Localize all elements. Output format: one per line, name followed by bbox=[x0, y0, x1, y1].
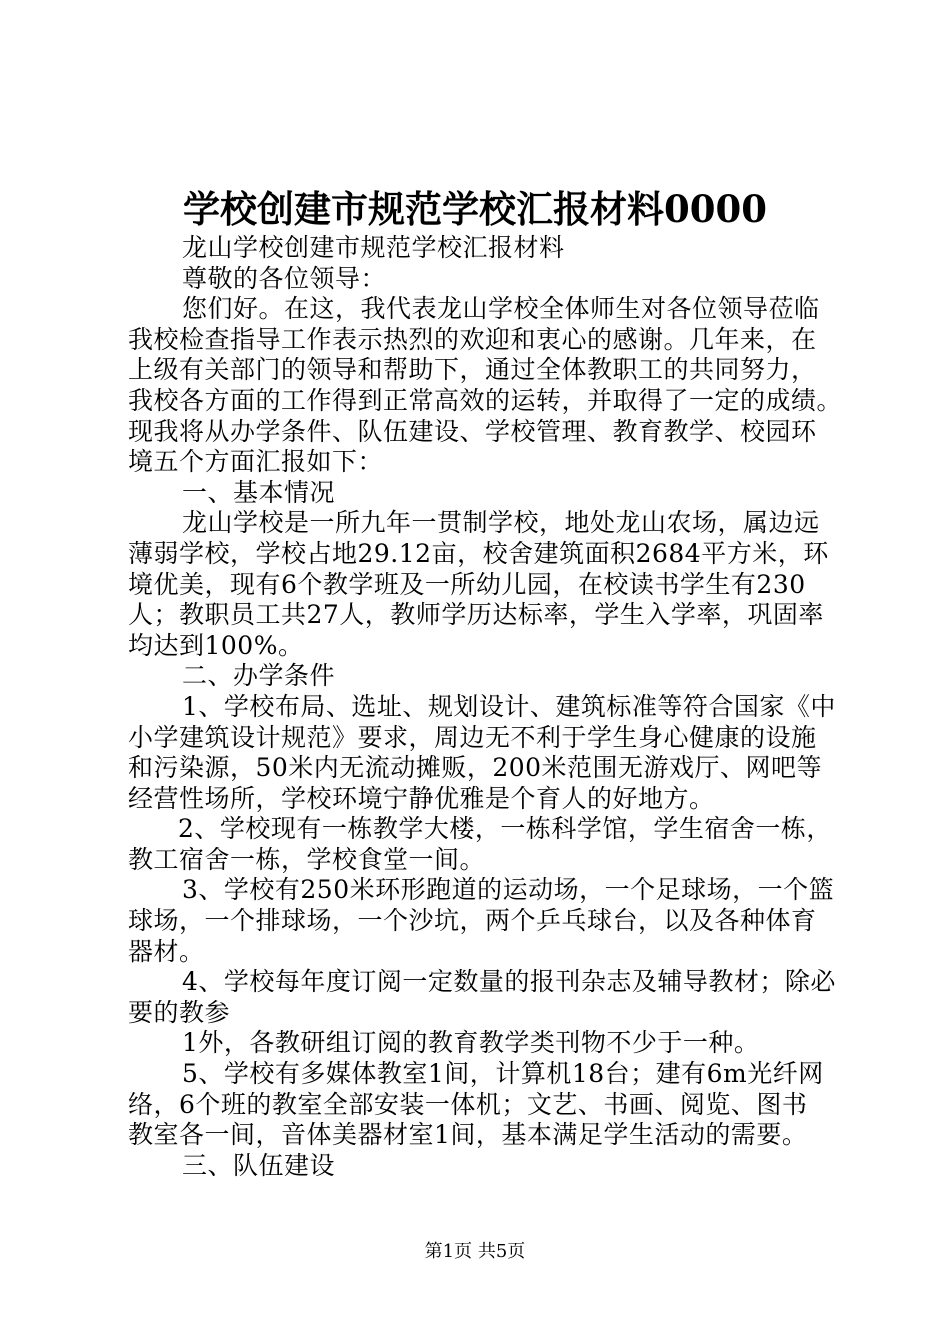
body-line: 和污染源，50米内无流动摊贩，200米范围无游戏厅、网吧等 bbox=[128, 753, 823, 783]
page-footer: 第1页 共5页 bbox=[424, 1241, 526, 1262]
body-line: 教工宿舍一栋，学校食堂一间。 bbox=[128, 844, 486, 874]
body-line: 要的教参 bbox=[128, 997, 231, 1027]
document-title: 学校创建市规范学校汇报材料0000 bbox=[183, 187, 767, 231]
body-line: 境优美，现有6个教学班及一所幼儿园，在校读书学生有230 bbox=[128, 569, 806, 599]
document-body bbox=[128, 233, 843, 1181]
body-line: 上级有关部门的领导和帮助下，通过全体教职工的共同努力， bbox=[128, 355, 817, 385]
body-line: 5、学校有多媒体教室1间，计算机18台；建有6m光纤网 bbox=[182, 1059, 824, 1089]
body-line: 二、办学条件 bbox=[182, 661, 336, 691]
body-line: 络，6个班的教室全部安装一体机；文艺、书画、阅览、图书 bbox=[128, 1089, 808, 1119]
body-line: 龙山学校创建市规范学校汇报材料 bbox=[182, 233, 565, 262]
body-line: 现我将从办学条件、队伍建设、学校管理、教育教学、校园环 bbox=[128, 416, 817, 446]
body-line: 我校各方面的工作得到正常高效的运转，并取得了一定的成绩。 bbox=[128, 385, 843, 415]
body-line: 薄弱学校，学校占地29.12亩，校舍建筑面积2684平方米，环 bbox=[128, 538, 829, 568]
body-line: 经营性场所，学校环境宁静优雅是个育人的好地方。 bbox=[128, 783, 715, 813]
body-line: 球场，一个排球场，一个沙坑，两个乒乓球台，以及各种体育 bbox=[128, 906, 817, 936]
body-line: 2、学校现有一栋教学大楼，一栋科学馆，学生宿舍一栋， bbox=[178, 814, 832, 844]
body-line: 小学建筑设计规范》要求，周边无不利于学生身心健康的设施 bbox=[128, 722, 817, 752]
body-line: 我校检查指导工作表示热烈的欢迎和衷心的感谢。几年来，在 bbox=[128, 324, 817, 354]
body-line: 教室各一间，音体美器材室1间，基本满足学生活动的需要。 bbox=[128, 1120, 808, 1150]
body-line: 4、学校每年度订阅一定数量的报刊杂志及辅导教材；除必 bbox=[182, 967, 836, 997]
body-line: 您们好。在这，我代表龙山学校全体师生对各位领导莅临 bbox=[182, 294, 820, 324]
body-line: 一、基本情况 bbox=[182, 477, 336, 507]
body-line: 三、队伍建设 bbox=[182, 1150, 336, 1180]
body-line: 器材。 bbox=[128, 936, 205, 966]
body-line: 境五个方面汇报如下： bbox=[128, 447, 384, 477]
body-line: 尊敬的各位领导： bbox=[182, 263, 387, 293]
body-line: 人；教职员工共27人，教师学历达标率，学生入学率，巩固率 bbox=[128, 600, 824, 630]
body-line: 3、学校有250米环形跑道的运动场，一个足球场，一个篮 bbox=[182, 875, 835, 905]
body-line: 龙山学校是一所九年一贯制学校，地处龙山农场，属边远 bbox=[182, 508, 820, 538]
body-line: 1、学校布局、选址、规划设计、建筑标准等符合国家《中 bbox=[182, 691, 836, 721]
body-line: 均达到100%。 bbox=[128, 630, 304, 660]
body-line: 1外，各教研组订阅的教育教学类刊物不少于一种。 bbox=[182, 1028, 760, 1058]
